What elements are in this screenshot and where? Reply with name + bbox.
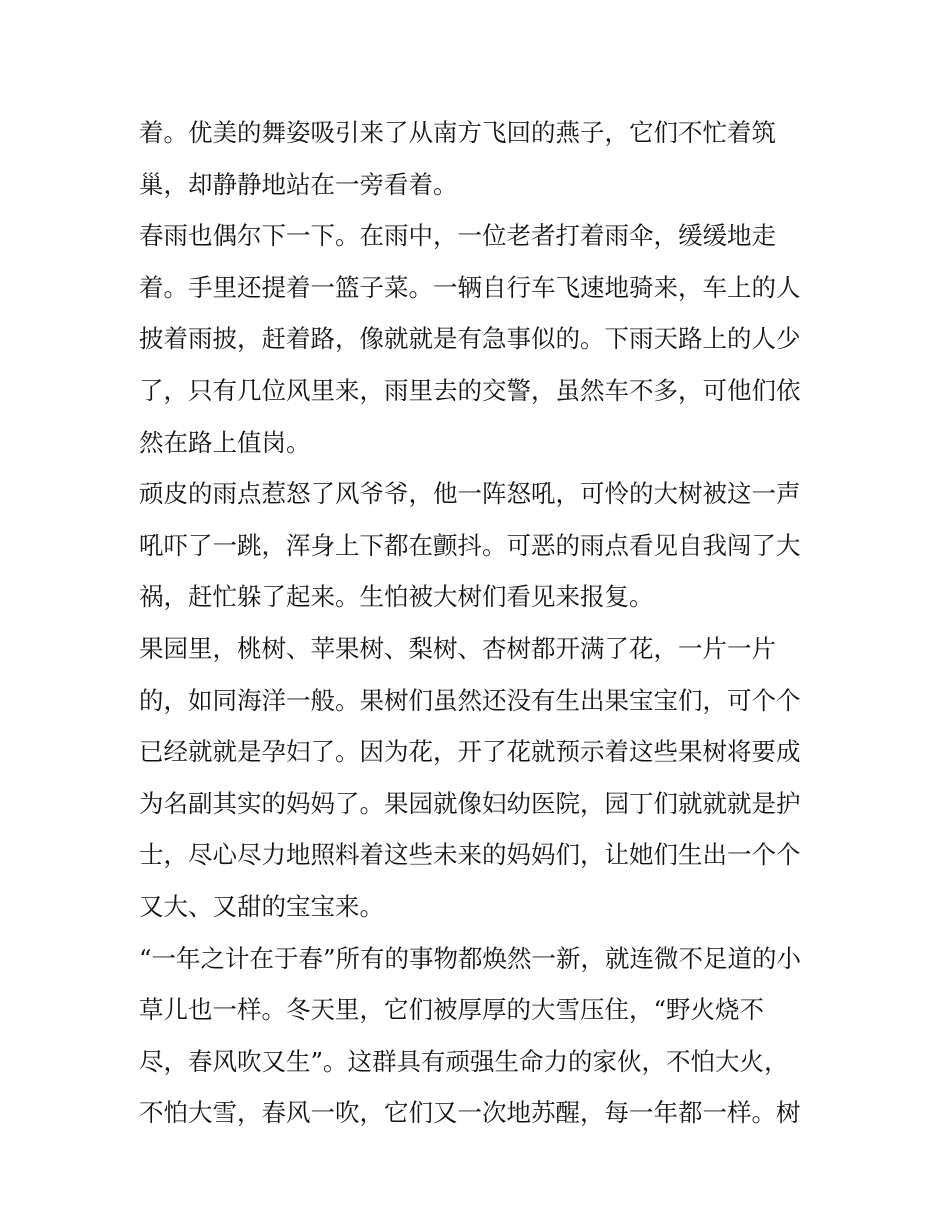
text-line: 又大、又甜的宝宝来。	[139, 891, 384, 921]
text-line: 着。手里还提着一篮子菜。一辆自行车飞速地骑来，车上的人	[139, 272, 801, 302]
text-line: 祸，赶忙躲了起来。生怕被大树们看见来报复。	[139, 582, 654, 612]
text-line: 然在路上值岗。	[139, 427, 311, 457]
text-line: 草儿也一样。冬天里，它们被厚厚的大雪压住，“野火烧不	[139, 995, 765, 1025]
text-line: 披着雨披，赶着路，像就就是有急事似的。下雨天路上的人少	[139, 324, 801, 354]
text-line: 巢，却静静地站在一旁看着。	[139, 169, 458, 199]
text-line: 果园里，桃树、苹果树、梨树、杏树都开满了花，一片一片	[139, 633, 776, 663]
text-line: 吼吓了一跳，浑身上下都在颤抖。可恶的雨点看见自我闯了大	[139, 530, 801, 560]
text-line: 着。优美的舞姿吸引来了从南方飞回的燕子，它们不忙着筑	[139, 118, 776, 147]
text-line: 的，如同海洋一般。果树们虽然还没有生出果宝宝们，可个个	[139, 685, 801, 715]
text-line: 为名副其实的妈妈了。果园就像妇幼医院，园丁们就就就是护	[139, 788, 801, 818]
text-line: 尽，春风吹又生”。这群具有顽强生命力的家伙，不怕大火，	[139, 1046, 789, 1076]
text-line: 不怕大雪，春风一吹，它们又一次地苏醒，每一年都一样。树	[139, 1098, 801, 1128]
text-line: 春雨也偶尔下一下。在雨中，一位老者打着雨伞，缓缓地走	[139, 221, 776, 251]
text-line: 士，尽心尽力地照料着这些未来的妈妈们，让她们生出一个个	[139, 840, 801, 870]
text-line: “一年之计在于春”所有的事物都焕然一新，就连微不足道的小	[139, 943, 802, 973]
text-line: 顽皮的雨点惹怒了风爷爷，他一阵怒吼，可怜的大树被这一声	[139, 479, 801, 509]
document-body-text	[139, 107, 819, 1139]
text-line: 已经就就是孕妇了。因为花，开了花就预示着这些果树将要成	[139, 737, 801, 767]
text-line: 了，只有几位风里来，雨里去的交警，虽然车不多，可他们依	[139, 375, 801, 405]
